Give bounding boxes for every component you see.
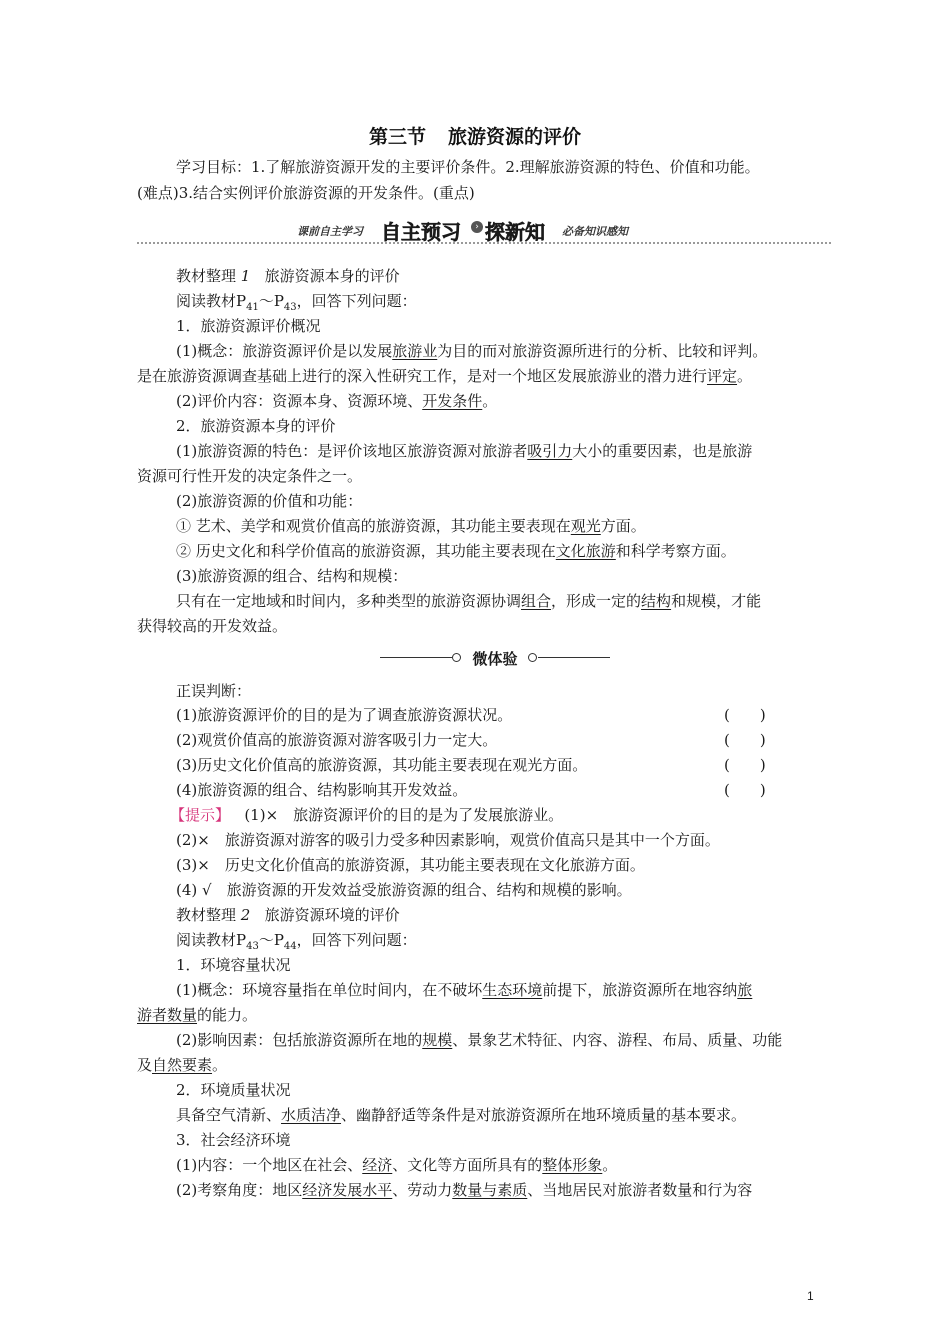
capacity-concept-line2: 游者数量的能力。 [137,1006,258,1024]
banner-left-caption: 课前自主学习 [297,225,363,238]
feature-line1: (1)旅游资源的特色：是评价该地区旅游资源对旅游者吸引力大小的重要因素，也是旅游 [176,442,753,460]
hint-answer-2: (2)× 旅游资源对游客的吸引力受多种因素影响，观赏价值高只是其中一个方面。 [176,831,720,849]
hint-answer-4: (4) √ 旅游资源的开发效益受旅游资源的组合、结构和规模的影响。 [176,881,632,899]
factors-line2: 及自然要素。 [137,1056,228,1074]
evaluation-content: (2)评价内容：资源本身、资源环境、开发条件。 [176,392,498,410]
true-false-heading: 正误判断： [176,682,252,700]
page-title: 第三节 旅游资源的评价 [368,126,582,148]
value-function-item1: ① 艺术、美学和观赏价值高的旅游资源，其功能主要表现在观光方面。 [176,517,646,535]
hint-answer-3: (3)× 历史文化价值高的旅游资源，其功能主要表现在文化旅游方面。 [176,856,645,874]
banner-right-caption: 必备知识感知 [562,225,628,238]
section2-item3: 3．社会经济环境 [176,1131,291,1149]
section1-item1: 1．旅游资源评价概况 [176,317,321,335]
section-banner [137,216,831,244]
factors-line1: (2)影响因素：包括旅游资源所在地的规模、景象艺术特征、内容、游程、布局、质量、功能 [176,1031,783,1049]
section2-read-instruction: 阅读教材$P_{43}\sim P_{44}$，回答下列问题： [176,931,417,952]
circle-icon [452,653,461,662]
question-4: (4)旅游资源的组合、结构影响其开发效益。 [176,781,468,799]
section2-item1: 1．环境容量状况 [176,956,291,974]
section1-read-instruction: 阅读教材$P_{41}\sim P_{43}$，回答下列问题： [176,292,417,313]
concept-line2: 是在旅游资源调查基础上进行的深入性研究工作，是对一个地区发展旅游业的潜力进行评定。 [137,367,753,385]
section2-item2: 2．环境质量状况 [176,1081,291,1099]
question-2: (2)观赏价值高的旅游资源对游客吸引力一定大。 [176,731,498,749]
micro-experience-divider [380,648,610,668]
hint-answer-1: 【提示】 (1)× 旅游资源评价的目的是为了发展旅游业。 [170,806,564,824]
learning-objectives-line1: 学习目标：1.了解旅游资源开发的主要评价条件。2.理解旅游资源的特色、价值和功能。 [176,158,760,176]
banner-title-right: 探新知 [485,220,545,244]
hint-label: 【提示】 [170,806,231,824]
environment-quality-line: 具备空气清新、水质洁净、幽静舒适等条件是对旅游资源所在地环境质量的基本要求。 [176,1106,747,1124]
value-function-item2: ② 历史文化和科学价值高的旅游资源，其功能主要表现在文化旅游和科学考察方面。 [176,542,736,560]
combination-heading: (3)旅游资源的组合、结构和规模： [176,567,408,585]
section2-heading: 教材整理 2 旅游资源环境的评价 [176,906,400,924]
answer-blank-1: ( ) [724,706,766,724]
capacity-concept-line1: (1)概念：环境容量指在单位时间内，在不破坏生态环境前提下，旅游资源所在地容纳旅 [176,981,753,999]
feature-line2: 资源可行性开发的决定条件之一。 [137,467,363,485]
micro-experience-label: 微体验 [472,650,518,668]
page-number: 1 [807,1289,814,1303]
answer-blank-2: ( ) [724,731,766,749]
section1-item2: 2．旅游资源本身的评价 [176,417,336,435]
section1-heading: 教材整理 1 旅游资源本身的评价 [176,267,400,285]
combination-line1: 只有在一定地域和时间内，多种类型的旅游资源协调组合，形成一定的结构和规模，才能 [176,592,762,610]
value-function-heading: (2)旅游资源的价值和功能： [176,492,363,510]
learning-objectives-line2: (难点)3.结合实例评价旅游资源的开发条件。(重点) [137,184,475,202]
arrow-icon: › [471,221,483,233]
socio-economic-content: (1)内容：一个地区在社会、经济、文化等方面所具有的整体形象。 [176,1156,618,1174]
combination-line2: 获得较高的开发效益。 [137,617,288,635]
answer-blank-4: ( ) [724,781,766,799]
socio-economic-aspects: (2)考察角度：地区经济发展水平、劳动力数量与素质、当地居民对旅游者数量和行为容 [176,1181,753,1199]
question-3: (3)历史文化价值高的旅游资源，其功能主要表现在观光方面。 [176,756,588,774]
answer-blank-3: ( ) [724,756,766,774]
concept-line1: (1)概念：旅游资源评价是以发展旅游业为目的而对旅游资源所进行的分析、比较和评判。 [176,342,768,360]
circle-icon [528,653,537,662]
banner-title-left: 自主预习 [381,220,461,244]
question-1: (1)旅游资源评价的目的是为了调查旅游资源状况。 [176,706,513,724]
